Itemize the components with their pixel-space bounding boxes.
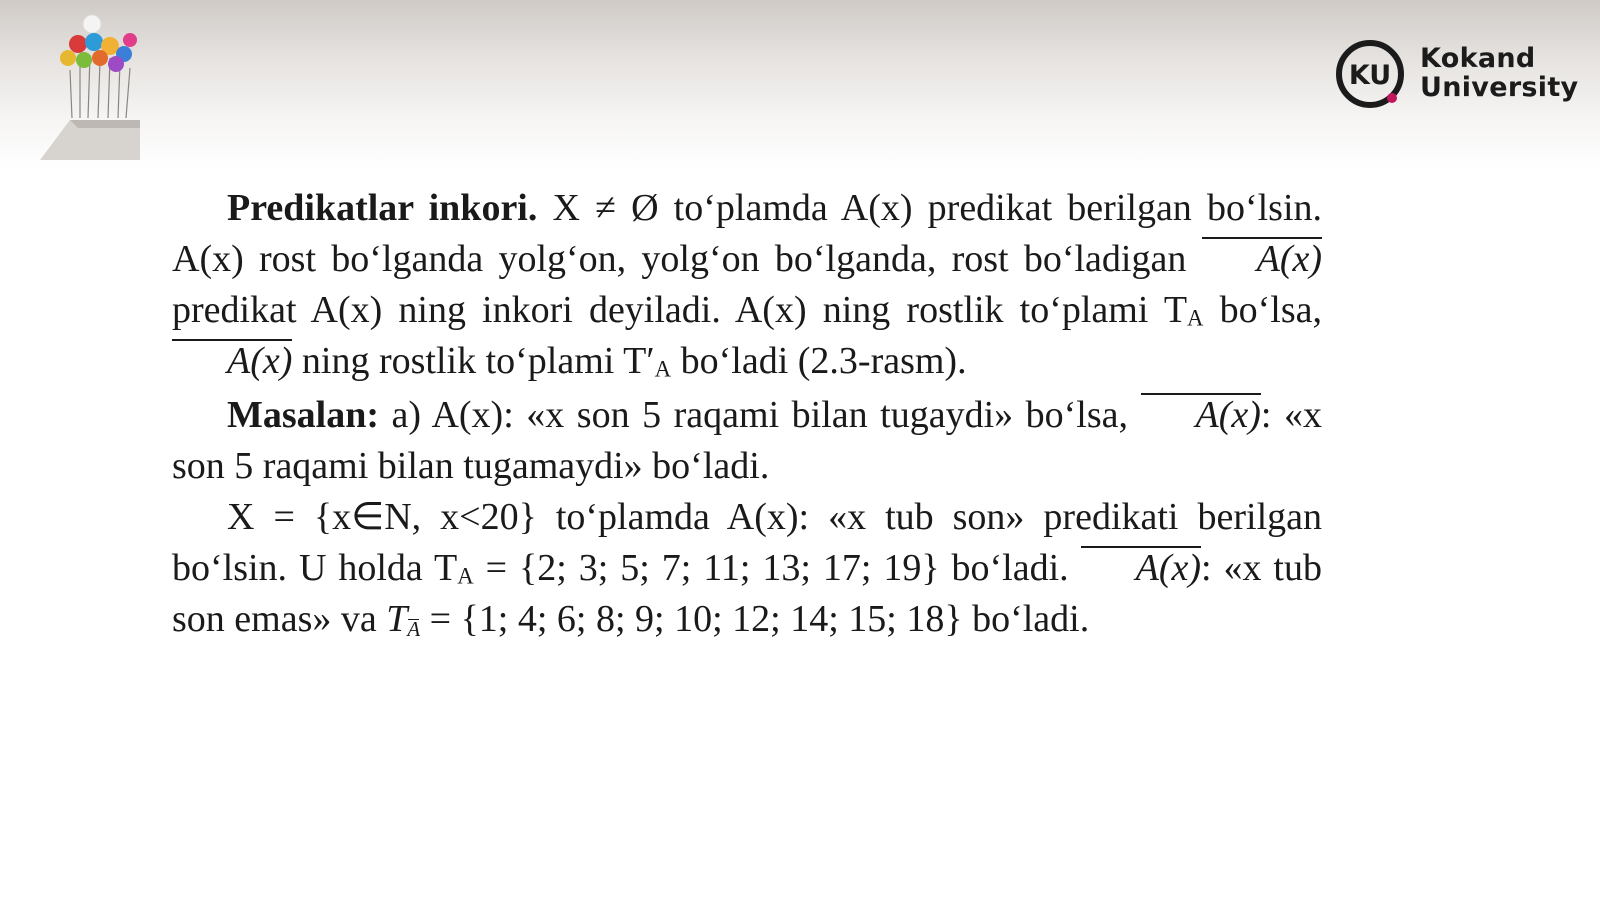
negated-predicate: A(x) bbox=[1081, 546, 1201, 587]
logo-mark-text: KU bbox=[1348, 60, 1392, 91]
text: X ≠ Ø to‘plamda A(x) predikat berilgan bo‘lsin. A(x) rost bo‘lganda yolg‘on, yolg‘on bo‘lganda, rost bo‘ladigan bbox=[172, 187, 1323, 280]
kokand-university-logo bbox=[1334, 36, 1584, 116]
paragraph-prime-example bbox=[172, 492, 1322, 645]
negated-subscript: A bbox=[407, 617, 421, 642]
text: : «x tub son emas» va bbox=[172, 547, 1322, 640]
logo-wordmark bbox=[1420, 44, 1578, 102]
heading-predicate-negation: Predikatlar inkori. bbox=[227, 187, 538, 229]
subscript: A bbox=[654, 356, 672, 382]
heading-example: Masalan: bbox=[227, 394, 379, 436]
logo-accent-dot bbox=[1387, 93, 1397, 103]
balloon-stand-illustration bbox=[30, 10, 150, 170]
logo-name-line2: University bbox=[1420, 72, 1579, 103]
text: = {2; 3; 5; 7; 11; 13; 17; 19} bo‘ladi. bbox=[473, 547, 1081, 589]
text: predikat A(x) ning inkori deyiladi. A(x) ning rostlik to‘plami T bbox=[172, 289, 1188, 331]
paragraph-negation-definition bbox=[172, 183, 1322, 387]
text: bo‘ladi (2.3-rasm). bbox=[671, 340, 967, 382]
ku-logo-icon bbox=[1334, 38, 1406, 110]
text: = {1; 4; 6; 8; 9; 10; 12; 14; 15; 18} bo‘ladi. bbox=[420, 598, 1090, 640]
negated-predicate: A(x) bbox=[1202, 237, 1322, 278]
text: ning rostlik to‘plami T′ bbox=[292, 340, 655, 382]
text: : «x son 5 raqami bilan tugamaydi» bo‘ladi. bbox=[172, 394, 1322, 487]
document-body bbox=[172, 183, 1322, 645]
negated-predicate: A(x) bbox=[172, 339, 292, 380]
text: bo‘lsa, bbox=[1203, 289, 1322, 331]
subscript: A bbox=[1187, 305, 1204, 331]
logo-name-line1: Kokand bbox=[1420, 43, 1536, 74]
subscript: A bbox=[457, 563, 474, 589]
negated-predicate: A(x) bbox=[1141, 393, 1261, 434]
truth-set-symbol: T bbox=[386, 598, 408, 640]
paragraph-example-a bbox=[172, 390, 1322, 492]
text: X = {x∈N, x<20} to‘plamda A(x): «x tub son» predikati berilgan bo‘lsin. U holda T bbox=[172, 496, 1322, 589]
text: a) A(x): «x son 5 raqami bilan tugaydi» bo‘lsa, bbox=[379, 394, 1141, 436]
